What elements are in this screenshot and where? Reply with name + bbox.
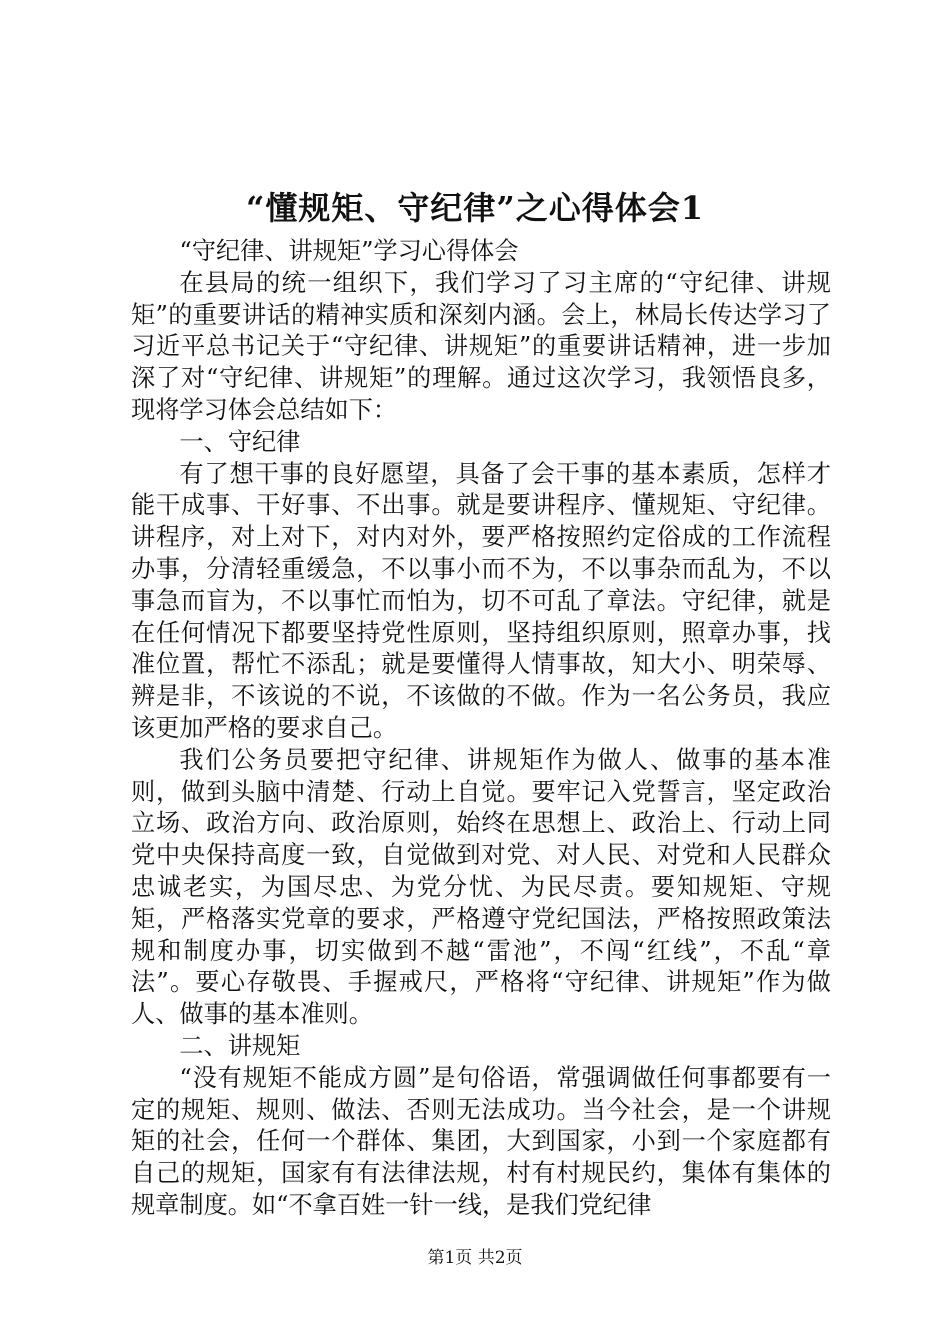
section-heading-rules: 二、讲规矩 xyxy=(179,1031,301,1060)
section-heading-discipline: 一、守纪律 xyxy=(179,427,301,456)
page-footer: 第1页 共2页 xyxy=(427,1248,523,1268)
document-title: “懂规矩、守纪律”之心得体会1 xyxy=(245,189,705,227)
paragraph-rules-1: “没有规矩不能成方圆”是句俗语，常强调做任何事都要有一定的规矩、规则、做法、否则无法成功。当今社会，是一个讲规矩的社会，任何一个群体、集团，大到国家，小到一个家庭都有自己的规矩，国家有有法律法规，村有村规民约，集体有集体的规章制度。如“不拿百姓一针一线，是我们党纪律 xyxy=(131,1063,831,1219)
paragraph-subtitle: “守纪律、讲规矩”学习心得体会 xyxy=(179,237,519,265)
paragraph-discipline-2: 我们公务员要把守纪律、讲规矩作为做人、做事的基本准则，做到头脑中清楚、行动上自觉。要牢记入党誓言，坚定政治立场、政治方向、政治原则，始终在思想上、政治上、行动上同党中央保持高度一致，自觉做到对党、对人民、对党和人民群众忠诚老实，为国尽忠、为党分忧、为民尽责。要知规矩、守规矩，严格落实党章的要求，严格遵守党纪国法，严格按照政策法规和制度办事，切实做到不越“雷池”，不闯“红线”，不乱“章法”。要心存敬畏、手握戒尺，严格将“守纪律、讲规矩”作为做人、做事的基本准则。 xyxy=(131,745,831,1029)
paragraph-intro: 在县局的统一组织下，我们学习了习主席的“守纪律、讲规矩”的重要讲话的精神实质和深刻内涵。会上，林局长传达学习了习近平总书记关于“守纪律、讲规矩”的重要讲话精神，进一步加深了对“守纪律、讲规矩”的理解。通过这次学习，我领悟良多，现将学习体会总结如下： xyxy=(131,268,831,424)
paragraph-discipline-1: 有了想干事的良好愿望，具备了会干事的基本素质，怎样才能干成事、干好事、不出事。就是要讲程序、懂规矩、守纪律。讲程序，对上对下，对内对外，要严格按照约定俗成的工作流程办事，分清轻重缓急，不以事小而不为，不以事杂而乱为，不以事急而盲为，不以事忙而怕为，切不可乱了章法。守纪律，就是在任何情况下都要坚持党性原则，坚持组织原则，照章办事，找准位置，帮忙不添乱；就是要懂得人情事故，知大小、明荣辱、辨是非，不该说的不说，不该做的不做。作为一名公务员，我应该更加严格的要求自己。 xyxy=(131,459,831,742)
document-body xyxy=(131,236,831,1222)
